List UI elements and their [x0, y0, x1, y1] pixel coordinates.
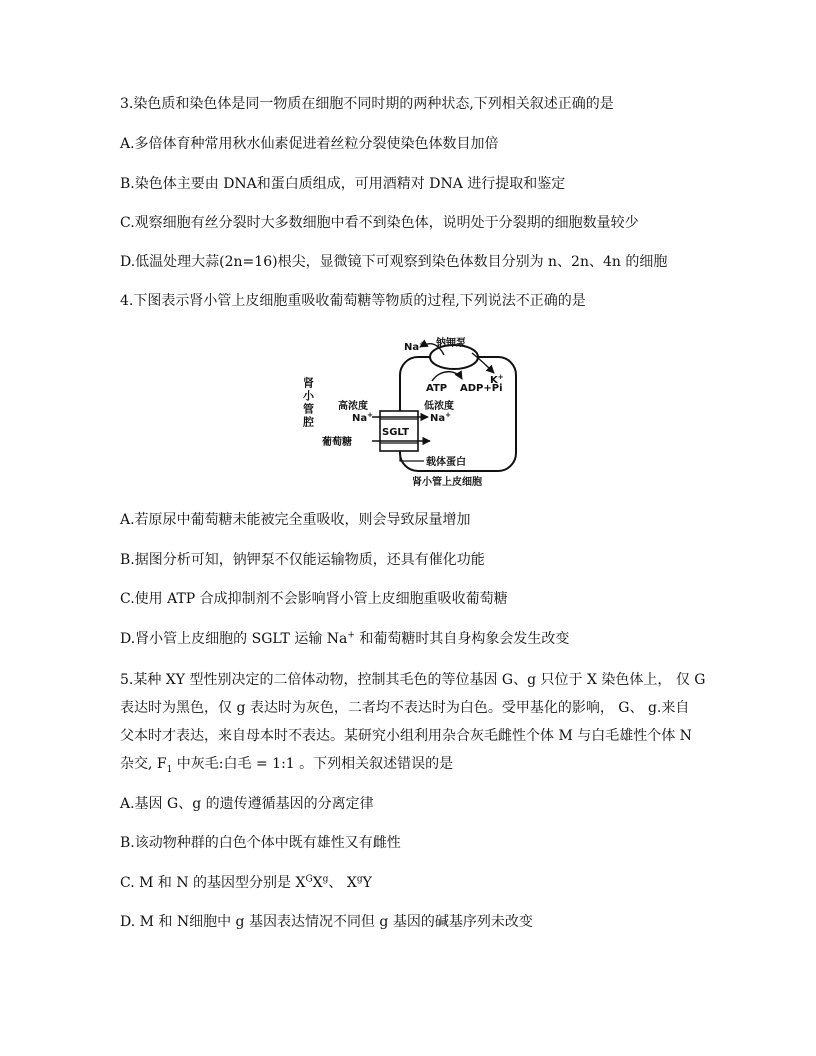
atp-hydrolysis-arrow	[432, 372, 462, 381]
glucose-label: 葡萄糖	[322, 437, 352, 448]
q4-option-d: D.肾小管上皮细胞的 SGLT 运输 Na+ 和葡萄糖时其自身构象会发生改变	[120, 630, 570, 647]
q3-option-b: B.染色体主要由 DNA和蛋白质组成，可用酒精对 DNA 进行提取和鉴定	[120, 176, 566, 192]
q5-option-b: B.该动物种群的白色个体中既有雄性又有雌性	[120, 835, 401, 851]
lumen-label: 肾小管腔	[301, 377, 315, 429]
q4-option-a: A.若原尿中葡萄糖未能被完全重吸收，则会导致尿量增加	[120, 512, 471, 528]
q5-stem-line2: 表达时为黑色，仅 g 表达时为灰色，二者均不表达时为白色。受甲基化的影响， G、 g.来自	[120, 700, 690, 716]
na-right-label: Na+	[430, 411, 451, 424]
k-in-label: K+	[490, 373, 504, 386]
q5-stem-line1: 5.某种 XY 型性别决定的二倍体动物，控制其毛色的等位基因 G、g 只位于 X 染色体上， 仅 G	[120, 672, 706, 688]
carrier-pointer	[400, 451, 424, 461]
q4-stem: 4.下图表示肾小管上皮细胞重吸收葡萄糖等物质的过程,下列说法不正确的是	[120, 293, 586, 309]
renal-tubule-diagram	[292, 333, 524, 493]
low-concentration-label: 低浓度	[424, 401, 454, 412]
q5-option-c: C. M 和 N 的基因型分别是 $X^GX^g$、 $X^gY$	[120, 874, 372, 891]
sglt-label: SGLT	[382, 427, 409, 438]
q3-stem: 3.染色质和染色体是同一物质在细胞不同时期的两种状态,下列相关叙述正确的是	[120, 96, 614, 112]
adp-label: ADP+Pi	[460, 383, 503, 394]
atp-label: ATP	[426, 383, 448, 394]
high-concentration-label: 高浓度	[338, 401, 368, 412]
carrier-label: 载体蛋白	[426, 457, 466, 468]
q3-option-a: A.多倍体育种常用秋水仙素促进着丝粒分裂使染色体数目加倍	[120, 136, 499, 152]
q5-stem-line3: 父本时才表达，来自母本时不表达。某研究小组利用杂合灰毛雌性个体 M 与白毛雄性个体 N	[120, 728, 692, 744]
q5-option-a: A.基因 G、g 的遗传遵循基因的分离定律	[120, 796, 374, 812]
q3-option-c: C.观察细胞有丝分裂时大多数细胞中看不到染色体，说明处于分裂期的细胞数量较少	[120, 215, 639, 231]
na-left-label: Na+	[352, 411, 373, 424]
q4-option-c: C.使用 ATP 合成抑制剂不会影响肾小管上皮细胞重吸收葡萄糖	[120, 591, 508, 607]
pump-label: 钠钾泵	[436, 338, 466, 349]
cell-label: 肾小管上皮细胞	[412, 477, 482, 488]
q4-option-b: B.据图分析可知，钠钾泵不仅能运输物质，还具有催化功能	[120, 552, 485, 568]
na-out-label: Na+	[404, 340, 425, 353]
q5-option-d: D. M 和 N细胞中 g 基因表达情况不同但 g 基因的碱基序列未改变	[120, 914, 533, 930]
q3-option-d: D.低温处理大蒜(2n=16)根尖，显微镜下可观察到染色体数目分别为 n、2n、4n 的细胞	[120, 254, 668, 270]
q5-stem-line4: 杂交, $F_1$ 中灰毛:白毛 = 1:1 。下列相关叙述错误的是	[120, 756, 454, 775]
